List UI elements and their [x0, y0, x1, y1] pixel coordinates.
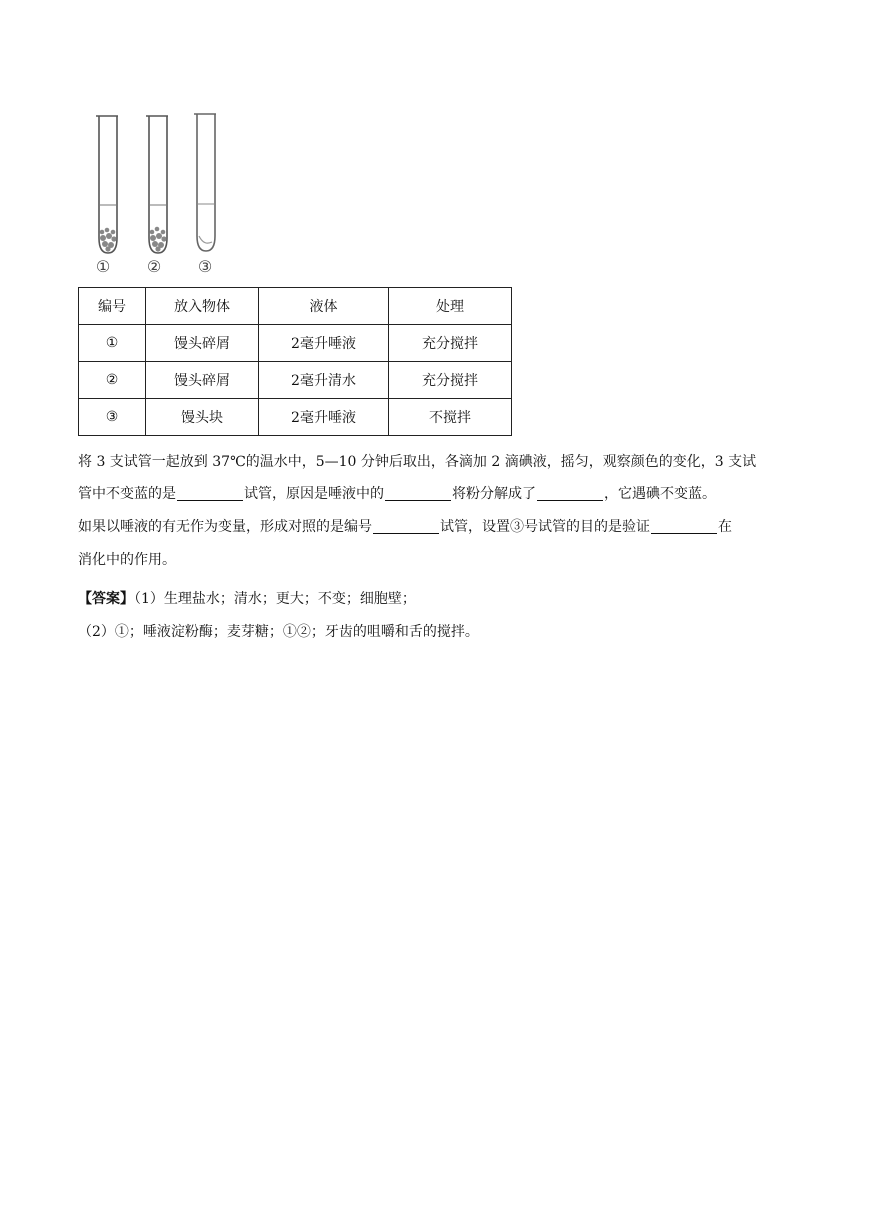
table-cell: 馒头碎屑	[146, 325, 259, 362]
header-cell: 编号	[79, 288, 146, 325]
question-text: 管中不变蓝的是	[78, 486, 176, 502]
answer-line-1	[78, 584, 794, 614]
table-cell: 馒头碎屑	[146, 362, 259, 399]
question-line-1	[78, 447, 794, 477]
answer-label: 【答案】	[78, 591, 134, 607]
question-text: 如果以唾液的有无作为变量，形成对照的是编号	[78, 519, 372, 535]
test-tube-3	[194, 114, 216, 251]
table-cell: ③	[79, 399, 146, 436]
question-text: 将 3 支试管一起放到 37℃的温水中，5—10 分钟后取出，各滴加 2 滴碘液，摇匀，观察颜色的变化，3 支试	[78, 454, 757, 470]
table-cell: ①	[79, 325, 146, 362]
answer-line-2	[78, 617, 794, 647]
tube-label-2: ②	[146, 257, 162, 276]
experiment-table	[78, 287, 512, 436]
table-cell: ②	[79, 362, 146, 399]
answer-blank-3[interactable]	[537, 484, 603, 501]
test-tube-2	[146, 116, 168, 253]
table-cell: 充分搅拌	[389, 362, 512, 399]
header-cell: 处理	[389, 288, 512, 325]
answer-part-1: （1）生理盐水；清水；更大；不变；细胞壁；	[134, 591, 416, 607]
question-text: 试管，设置③号试管的目的是验证	[440, 519, 650, 535]
question-text: 试管，原因是唾液中的	[244, 486, 384, 502]
question-line-2	[78, 479, 794, 509]
answer-blank-2[interactable]	[385, 484, 451, 501]
tube-label-3: ③	[197, 257, 213, 276]
table-header-row	[79, 288, 512, 325]
answer-blank-4[interactable]	[373, 517, 439, 534]
table-row	[79, 325, 512, 362]
table-cell: 2毫升唾液	[259, 399, 389, 436]
answer-blank-1[interactable]	[177, 484, 243, 501]
table-cell: 馒头块	[146, 399, 259, 436]
question-line-3	[78, 512, 794, 542]
test-tube-1	[96, 116, 118, 253]
table-cell: 2毫升清水	[259, 362, 389, 399]
question-text: 消化中的作用。	[78, 552, 176, 568]
question-text: ，它遇碘不变蓝。	[604, 486, 716, 502]
answer-part-2: （2）①；唾液淀粉酶；麦芽糖；①②；牙齿的咀嚼和舌的搅拌。	[78, 624, 479, 640]
table-cell: 充分搅拌	[389, 325, 512, 362]
answer-blank-5[interactable]	[651, 517, 717, 534]
question-text: 在	[718, 519, 732, 535]
table-row	[79, 362, 512, 399]
header-cell: 放入物体	[146, 288, 259, 325]
header-cell: 液体	[259, 288, 389, 325]
table-cell: 不搅拌	[389, 399, 512, 436]
test-tubes-illustration	[86, 108, 236, 258]
test-tubes-figure	[86, 108, 236, 280]
table-cell: 2毫升唾液	[259, 325, 389, 362]
question-line-4	[78, 545, 794, 575]
tube-label-1: ①	[95, 257, 111, 276]
table-row	[79, 399, 512, 436]
question-text: 将粉分解成了	[452, 486, 536, 502]
